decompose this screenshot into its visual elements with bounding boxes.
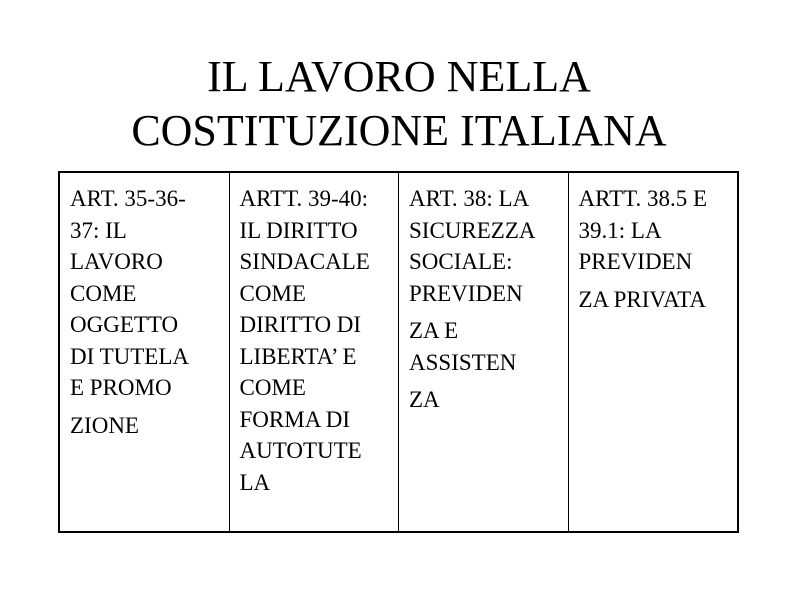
cell-text-line: ZA [409, 387, 440, 412]
cell-text-line: PREVIDEN [578, 249, 693, 274]
table-column-art-38 [399, 173, 569, 531]
cell-text-line: SICUREZZA [409, 217, 536, 243]
cell-text-line: 39.1: LA [578, 217, 662, 243]
cell-text-line: ARTT. 38.5 E [578, 186, 708, 211]
cell-text-line: FORMA DI [239, 406, 351, 432]
cell-text-line: LAVORO [70, 249, 163, 274]
table-column-artt-38-5-39-1 [569, 173, 738, 531]
cell-text-line: ART. 35-36- [70, 186, 186, 211]
cell-text-line: COME [239, 280, 306, 306]
cell-text-line: ZA PRIVATA [578, 286, 706, 312]
cell-text-line: AUTOTUTE [239, 438, 362, 463]
cell-text-line: COME [70, 280, 137, 306]
table-column-artt-39-40 [230, 173, 400, 531]
cell-text-line: OGGETTO [70, 312, 179, 337]
slide-title-line-1: IL LAVORO NELLA [207, 52, 591, 101]
table-column-art-35-36-37 [60, 173, 230, 531]
cell-text-line: DI TUTELA [70, 343, 190, 369]
cell-text-line: ZA E [409, 318, 459, 343]
cell-text-line: SINDACALE [239, 249, 370, 274]
cell-text-line: ART. 38: LA [409, 186, 530, 211]
cell-text-line: ASSISTEN [409, 349, 517, 375]
slide-title [0, 50, 798, 158]
cell-text-line: DIRITTO DI [239, 312, 362, 337]
cell-text-line: IL DIRITTO [239, 217, 358, 243]
cell-text-line: LIBERTA’ E [239, 343, 357, 369]
cell-text-line: PREVIDEN [409, 280, 523, 306]
cell-text-line: SOCIALE: [409, 249, 513, 274]
cell-text-line: 37: IL [70, 217, 127, 243]
slide-title-line-2: COSTITUZIONE ITALIANA [131, 106, 667, 155]
cell-text-line: COME [239, 375, 306, 400]
cell-text-line: ARTT. 39-40: [239, 186, 369, 211]
articles-table [58, 171, 739, 533]
cell-text-line: E PROMO [70, 375, 172, 400]
cell-text-line: ZIONE [70, 412, 139, 438]
cell-text-line: LA [239, 469, 271, 495]
